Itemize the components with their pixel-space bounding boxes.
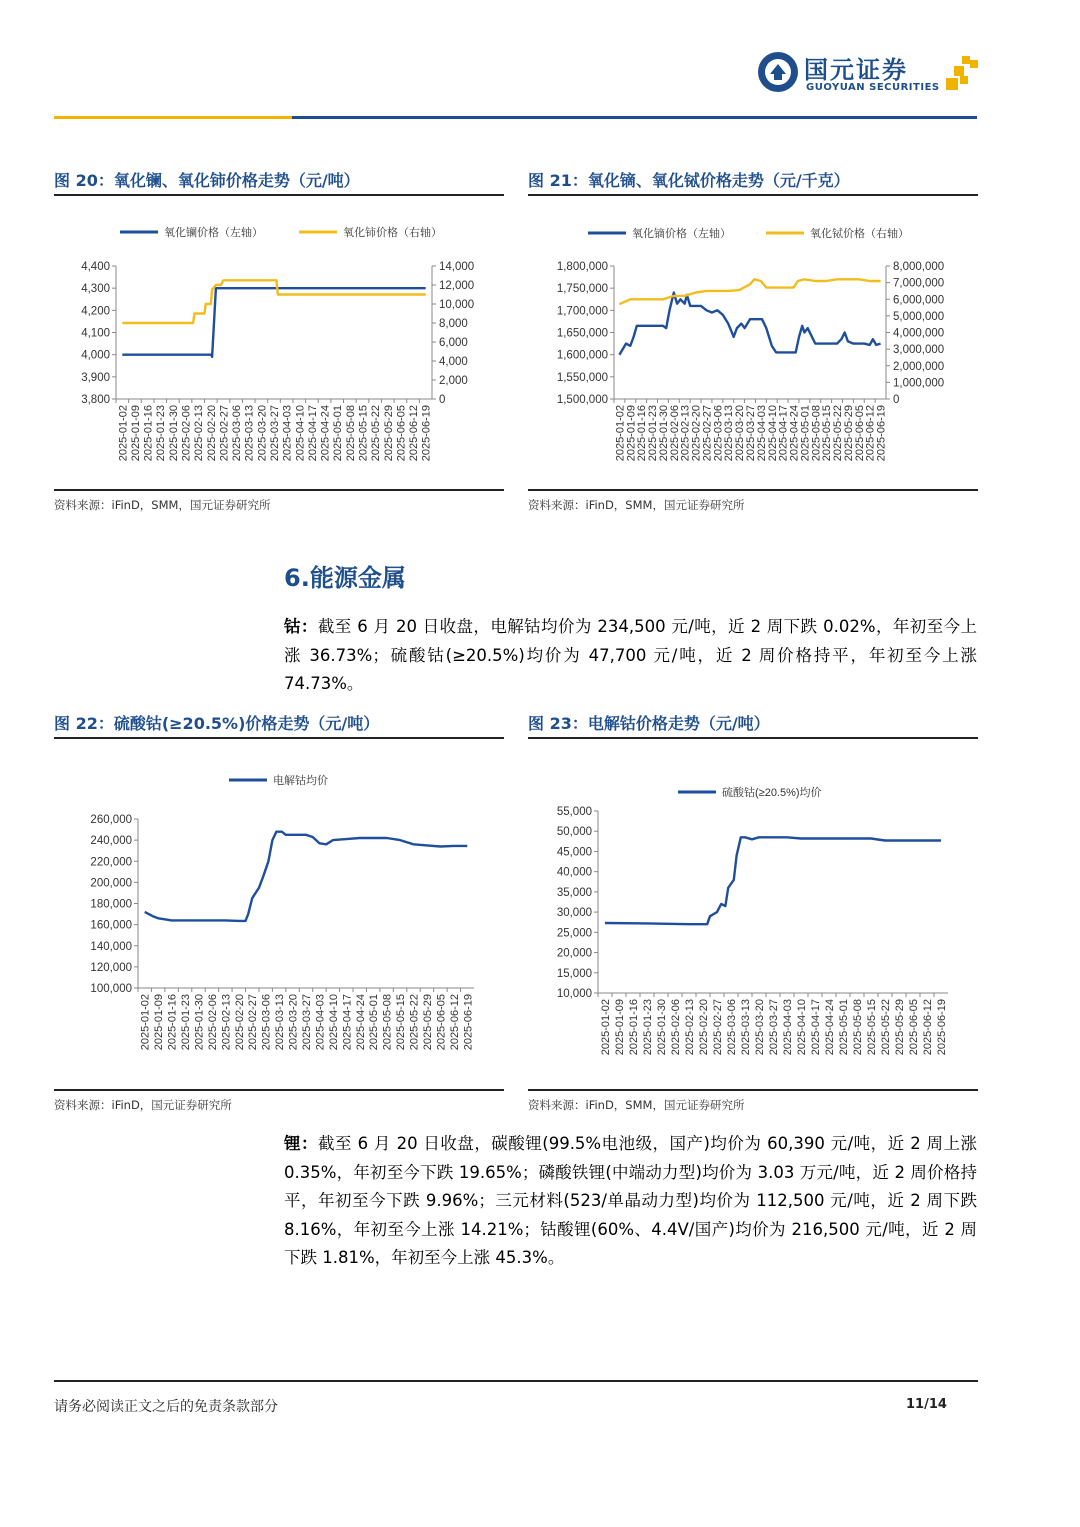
y-right-tick-label: 0 [439,394,446,406]
x-tick-label: 2025-02-27 [247,994,260,1051]
y-tick-label: 4,000 [81,349,110,362]
x-tick-label: 2025-05-22 [832,405,845,462]
fig22-top-rule [54,737,504,739]
x-tick-label: 2025-02-06 [668,405,681,462]
y-tick-label: 50,000 [556,826,592,839]
logo-gold-steps-icon [946,56,978,92]
fig23-title: 图 23：电解钴价格走势（元/吨） [528,714,770,733]
fig20-source: 资料来源：iFinD，SMM，国元证券研究所 [54,498,271,512]
x-tick-label: 2025-03-13 [723,405,736,462]
x-tick-label: 2025-04-10 [766,405,779,462]
page-number: 11/14 [906,1397,947,1412]
y-right-tick-label: 7,000,000 [893,277,945,290]
x-tick-label: 2025-02-27 [701,405,714,462]
fig20-title: 图 20：氧化镧、氧化铈价格走势（元/吨） [54,171,360,190]
x-tick-label: 2025-05-29 [842,405,855,462]
x-tick-label: 2025-03-13 [274,994,287,1051]
fig21-top-rule [528,194,978,196]
x-tick-label: 2025-01-09 [129,405,142,462]
y-tick-label: 4,400 [81,261,110,273]
y-tick-label: 1,800,000 [556,261,608,273]
x-tick-label: 2025-02-20 [690,405,703,462]
x-tick-label: 2025-01-16 [628,999,640,1056]
fig22-chart [54,745,504,1085]
footer-rule [54,1380,978,1382]
x-tick-label: 2025-01-16 [166,994,179,1051]
x-tick-label: 2025-04-24 [319,405,332,462]
y-tick-label: 25,000 [556,927,592,940]
x-tick-label: 2025-04-10 [327,994,340,1051]
y-tick-label: 4,100 [81,327,110,340]
x-tick-label: 2025-04-17 [341,994,354,1051]
x-tick-label: 2025-03-06 [260,994,273,1051]
y-right-tick-label: 3,000,000 [893,344,945,357]
y-tick-label: 1,700,000 [556,305,608,318]
fig23-source: 资料来源：iFinD，SMM，国元证券研究所 [528,1098,745,1112]
x-tick-label: 2025-04-03 [314,994,327,1051]
x-tick-label: 2025-06-05 [395,405,408,462]
y-tick-label: 260,000 [90,814,132,826]
x-tick-label: 2025-05-08 [852,999,864,1056]
fig20-chart [54,200,504,485]
x-tick-label: 2025-02-13 [193,405,206,462]
x-tick-label: 2025-03-13 [740,999,752,1056]
lithium-label: 锂： [284,1134,318,1153]
x-tick-label: 2025-04-03 [281,405,294,462]
x-tick-label: 2025-06-12 [408,405,421,462]
x-tick-label: 2025-04-24 [824,999,836,1056]
fig21-bottom-rule [528,489,978,491]
x-tick-label: 2025-02-27 [712,999,724,1056]
fig22-title: 图 22：硫酸钴(≥20.5%)价格走势（元/吨） [54,714,380,733]
y-right-tick-label: 8,000 [439,318,468,330]
x-tick-label: 2025-01-16 [142,405,155,462]
x-tick-label: 2025-01-23 [180,994,193,1051]
legend-label: 氧化铽价格（右轴） [810,228,909,240]
x-tick-label: 2025-04-24 [788,405,801,462]
y-right-tick-label: 10,000 [439,299,475,311]
x-tick-label: 2025-05-08 [810,405,823,462]
logo-emblem-icon [756,50,800,94]
x-tick-label: 2025-05-22 [408,994,421,1051]
x-tick-label: 2025-02-13 [220,994,233,1051]
fig21-chart [528,200,978,485]
y-right-tick-label: 4,000 [439,356,468,368]
y-tick-label: 4,200 [81,305,110,318]
y-tick-label: 15,000 [556,967,592,980]
x-tick-label: 2025-04-10 [796,999,808,1056]
company-logo [756,48,981,98]
x-tick-label: 2025-05-29 [421,994,434,1051]
y-right-tick-label: 4,000,000 [893,327,945,340]
y-tick-label: 120,000 [90,961,132,974]
header-rule-blue [292,116,977,119]
x-tick-label: 2025-04-03 [755,405,768,462]
cobalt-label: 钴： [284,617,318,636]
logo-english-name: GUOYUAN SECURITIES [806,82,940,93]
x-tick-label: 2025-05-01 [838,999,850,1056]
x-tick-label: 2025-03-06 [231,405,244,462]
fig23-chart [528,745,978,1085]
fig21-source: 资料来源：iFinD，SMM，国元证券研究所 [528,498,745,512]
x-tick-label: 2025-04-24 [354,994,367,1051]
y-tick-label: 220,000 [90,856,132,869]
x-tick-label: 2025-05-01 [799,405,812,462]
legend-label: 电解钴均价 [273,775,328,787]
x-tick-label: 2025-02-20 [205,405,218,462]
footer-disclaimer: 请务必阅读正文之后的免责条款部分 [54,1399,278,1415]
x-tick-label: 2025-03-20 [256,405,269,462]
y-tick-label: 3,900 [81,371,110,384]
cobalt-paragraph [284,613,977,699]
y-right-tick-label: 2,000,000 [893,360,945,373]
y-tick-label: 4,300 [81,283,110,296]
x-tick-label: 2025-05-01 [368,994,381,1051]
legend-label: 氧化镧价格（左轴） [164,227,263,239]
fig23-top-rule [528,737,978,739]
x-tick-label: 2025-04-03 [782,999,794,1056]
legend-label: 硫酸钴(≥20.5%)均价 [722,787,822,799]
y-tick-label: 1,550,000 [556,371,608,384]
y-tick-label: 35,000 [556,886,592,899]
x-tick-label: 2025-05-08 [381,994,394,1051]
x-tick-label: 2025-03-27 [269,405,281,462]
x-tick-label: 2025-05-15 [866,999,878,1056]
x-tick-label: 2025-01-23 [155,405,168,462]
x-tick-label: 2025-05-01 [332,405,345,462]
x-tick-label: 2025-06-05 [853,405,866,462]
y-tick-label: 1,750,000 [556,283,608,296]
y-right-tick-label: 8,000,000 [893,261,945,273]
y-tick-label: 200,000 [90,877,132,890]
y-right-tick-label: 6,000,000 [893,294,945,307]
x-tick-label: 2025-04-17 [306,405,319,462]
y-right-tick-label: 1,000,000 [893,377,945,390]
x-tick-label: 2025-01-09 [153,994,166,1051]
x-tick-label: 2025-01-23 [647,405,660,462]
x-tick-label: 2025-03-20 [287,994,300,1051]
fig23-bottom-rule [528,1089,978,1091]
y-tick-label: 40,000 [556,866,592,879]
x-tick-label: 2025-01-02 [600,999,612,1056]
y-tick-label: 140,000 [90,940,132,953]
section-title: 6.能源金属 [284,564,406,592]
series-line [619,293,880,355]
x-tick-label: 2025-01-16 [636,405,649,462]
x-tick-label: 2025-04-17 [777,405,790,462]
x-tick-label: 2025-05-15 [395,994,408,1051]
series-line [122,280,425,323]
x-tick-label: 2025-02-20 [698,999,710,1056]
y-tick-label: 30,000 [556,907,592,920]
x-tick-label: 2025-04-17 [810,999,822,1056]
x-tick-label: 2025-03-27 [745,405,757,462]
y-right-tick-label: 2,000 [439,375,468,387]
x-tick-label: 2025-02-13 [679,405,692,462]
y-tick-label: 240,000 [90,835,132,848]
x-tick-label: 2025-01-09 [625,405,638,462]
series-line [605,837,941,924]
y-tick-label: 10,000 [556,988,592,1000]
y-right-tick-label: 6,000 [439,337,468,349]
x-tick-label: 2025-04-10 [294,405,307,462]
fig22-bottom-rule [54,1089,504,1091]
x-tick-label: 2025-05-29 [382,405,395,462]
x-tick-label: 2025-06-12 [864,405,877,462]
y-tick-label: 100,000 [90,983,132,995]
lithium-paragraph [284,1130,977,1273]
y-tick-label: 1,600,000 [556,349,608,362]
x-tick-label: 2025-06-19 [875,405,888,462]
x-tick-label: 2025-02-06 [670,999,682,1056]
fig22-source: 资料来源：iFinD，国元证券研究所 [54,1098,232,1112]
y-tick-label: 180,000 [90,898,132,911]
x-tick-label: 2025-05-22 [370,405,383,462]
lithium-text: 截至 6 月 20 日收盘，碳酸锂(99.5%电池级，国产)均价为 60,390 元/吨，近 2 周上涨 0.35%，年初至今下跌 19.65%；磷酸铁锂(中端动力型)均价为 3.03 万元/吨，近 2 周价格持平，年初至今下跌 9.96%；三元材料(523/单晶动力型)均价为 112,500 元/吨，近 2 周下跌 8.16%，年初至今上涨 14.21%；钴酸锂(60%、4.4V/国产)均价为 216,500 元/吨，近 2 周下跌 1.81%，年初至今上涨 45.3%。 [284,1134,978,1267]
x-tick-label: 2025-05-29 [894,999,906,1056]
header-rule-gold [54,116,292,119]
x-tick-label: 2025-03-27 [768,999,780,1056]
series-line [619,279,880,304]
x-tick-label: 2025-06-05 [435,994,448,1051]
x-tick-label: 2025-06-12 [922,999,934,1056]
x-tick-label: 2025-02-06 [206,994,219,1051]
x-tick-label: 2025-01-30 [657,405,670,462]
cobalt-text: 截至 6 月 20 日收盘，电解钴均价为 234,500 元/吨，近 2 周下跌 0.02%，年初至今上涨 36.73%；硫酸钴(≥20.5%)均价为 47,700 元/吨，近 2 周价格持平，年初至今上涨 74.73%。 [284,617,978,693]
x-tick-label: 2025-06-19 [936,999,948,1056]
x-tick-label: 2025-03-20 [754,999,766,1056]
x-tick-label: 2025-01-02 [139,994,152,1051]
y-right-tick-label: 0 [893,394,900,406]
legend-label: 氧化镝价格（左轴） [632,228,731,240]
x-tick-label: 2025-01-30 [193,994,206,1051]
y-tick-label: 3,800 [81,394,110,406]
y-tick-label: 1,500,000 [556,394,608,406]
series-line [145,832,468,921]
x-tick-label: 2025-03-13 [243,405,256,462]
logo-chinese-name: 国元证券 [804,56,908,84]
x-tick-label: 2025-06-12 [448,994,461,1051]
y-right-tick-label: 5,000,000 [893,310,945,323]
x-tick-label: 2025-05-15 [357,405,370,462]
x-tick-label: 2025-01-02 [117,405,130,462]
x-tick-label: 2025-05-08 [344,405,357,462]
x-tick-label: 2025-06-05 [908,999,920,1056]
x-tick-label: 2025-01-09 [614,999,626,1056]
x-tick-label: 2025-01-23 [642,999,654,1056]
x-tick-label: 2025-02-27 [218,405,231,462]
y-tick-label: 55,000 [556,806,592,818]
x-tick-label: 2025-03-06 [726,999,738,1056]
x-tick-label: 2025-05-22 [880,999,892,1056]
legend-label: 氧化铈价格（右轴） [343,227,442,239]
x-tick-label: 2025-02-20 [233,994,246,1051]
fig20-bottom-rule [54,489,504,491]
y-tick-label: 20,000 [556,947,592,960]
x-tick-label: 2025-01-02 [614,405,627,462]
x-tick-label: 2025-03-27 [301,994,313,1051]
y-right-tick-label: 12,000 [439,280,475,292]
x-tick-label: 2025-06-19 [462,994,475,1051]
fig20-top-rule [54,194,504,196]
fig21-title: 图 21：氧化镝、氧化铽价格走势（元/千克） [528,171,850,190]
x-tick-label: 2025-05-15 [821,405,834,462]
y-tick-label: 45,000 [556,846,592,859]
x-tick-label: 2025-02-06 [180,405,193,462]
y-right-tick-label: 14,000 [439,261,475,273]
x-tick-label: 2025-01-30 [167,405,180,462]
x-tick-label: 2025-02-13 [684,999,696,1056]
x-tick-label: 2025-01-30 [656,999,668,1056]
y-tick-label: 160,000 [90,919,132,932]
x-tick-label: 2025-03-20 [734,405,747,462]
x-tick-label: 2025-03-06 [712,405,725,462]
y-tick-label: 1,650,000 [556,327,608,340]
x-tick-label: 2025-06-19 [420,405,433,462]
